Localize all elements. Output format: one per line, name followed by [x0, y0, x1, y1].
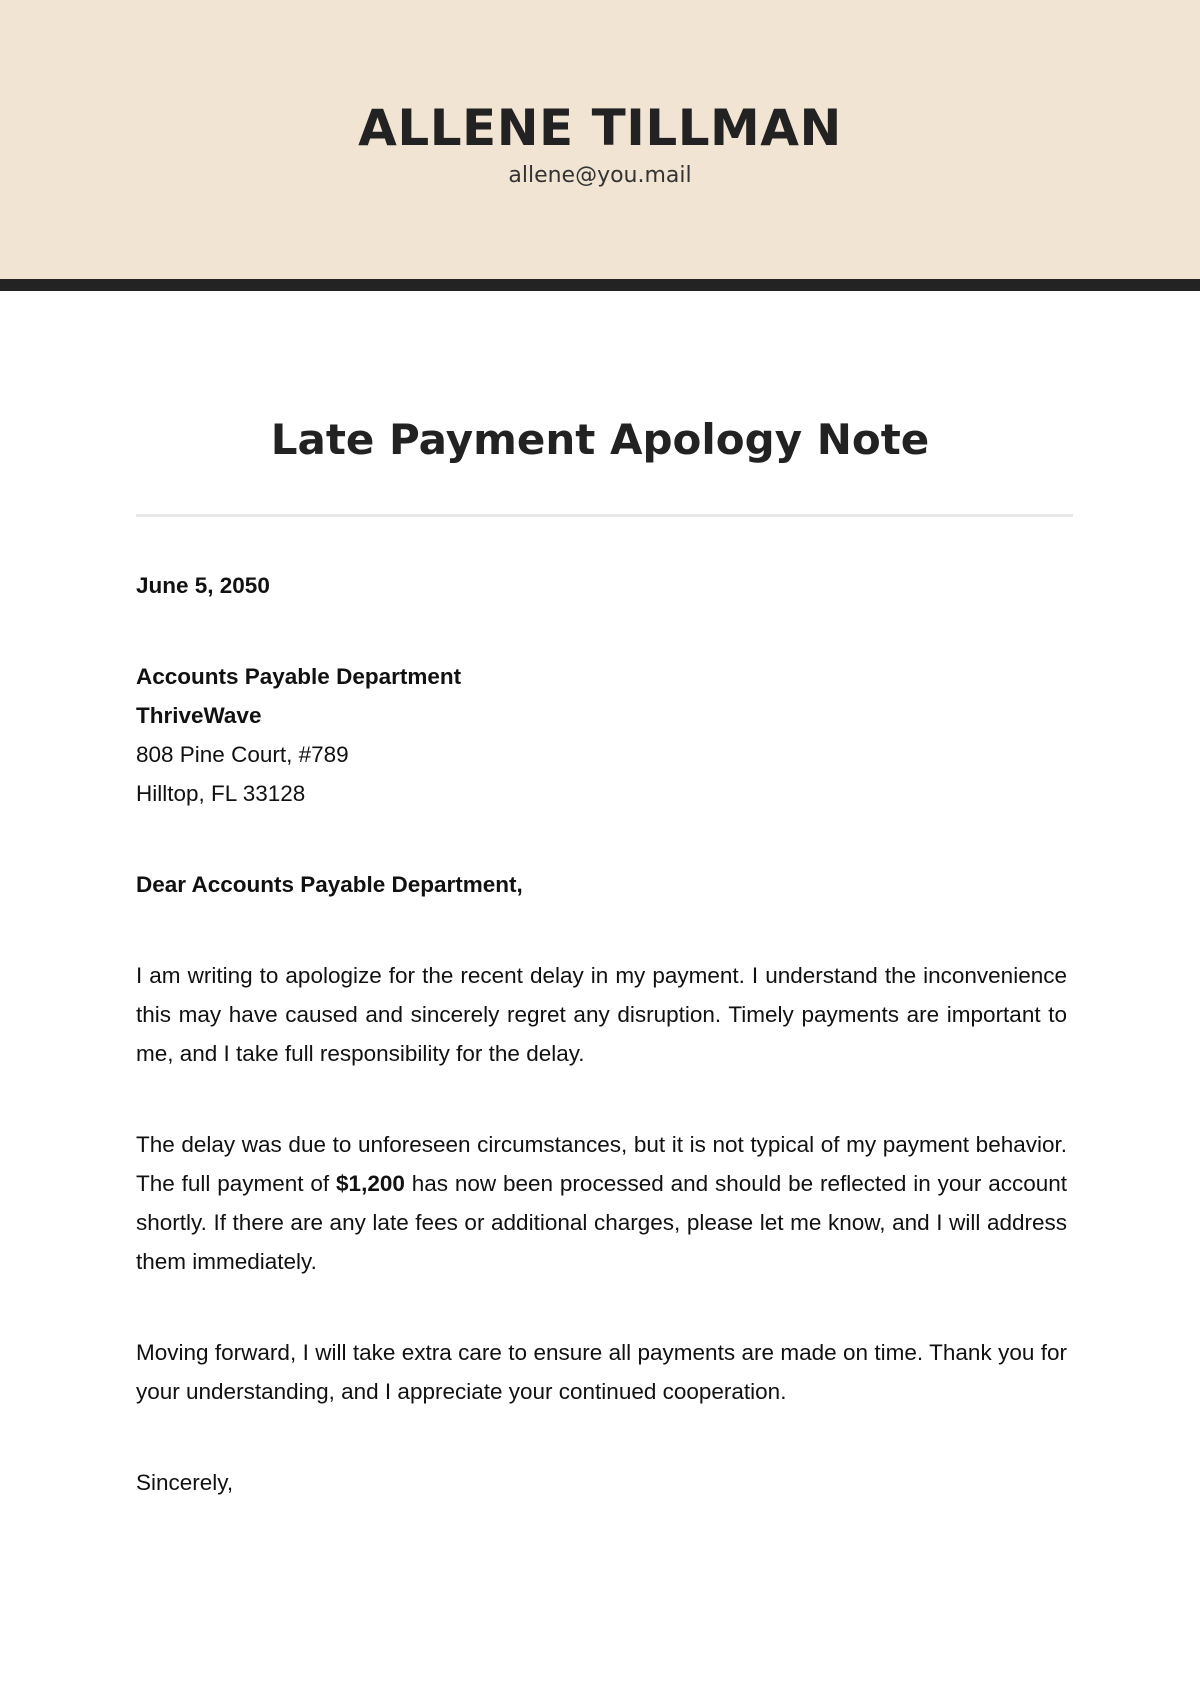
- paragraph-2-text-after: has now been processed and should be reflected in your account shortly. If there are any late fees or additional charges, please let me know, and I will address them immediately.: [136, 1171, 1068, 1274]
- recipient-company: ThriveWave: [136, 703, 262, 728]
- recipient-address-line1: 808 Pine Court, #789: [136, 742, 349, 767]
- letterhead: [0, 0, 1200, 280]
- title-divider: [136, 514, 1073, 517]
- letterhead-rule: [0, 279, 1200, 291]
- sender-email: allene@you.mail: [508, 163, 692, 188]
- payment-amount: $1,200: [336, 1171, 405, 1196]
- paragraph-2-text-before: The delay was due to unforeseen circumstances, but it is not typical of my payment behavior. The full payment of: [136, 1132, 1067, 1196]
- letter-body: [136, 566, 1067, 1502]
- recipient-department: Accounts Payable Department: [136, 664, 462, 689]
- body-paragraph-1: I am writing to apologize for the recent delay in my payment. I understand the inconvenience this may have caused and sincerely regret any disruption. Timely payments are important to me, and I take full responsibility for the delay.: [136, 963, 1067, 1066]
- body-paragraph-3: Moving forward, I will take extra care to ensure all payments are made on time. Thank you for your understanding, and I appreciate your continued cooperation.: [136, 1340, 1067, 1404]
- salutation: Dear Accounts Payable Department,: [136, 872, 523, 897]
- sender-name: ALLENE TILLMAN: [358, 99, 842, 157]
- letter-date: June 5, 2050: [136, 573, 270, 598]
- recipient-address: [136, 657, 1067, 813]
- closing: Sincerely,: [136, 1470, 234, 1495]
- document-title: Late Payment Apology Note: [270, 415, 930, 464]
- recipient-address-line2: Hilltop, FL 33128: [136, 781, 306, 806]
- body-paragraph-2: [136, 1125, 1067, 1281]
